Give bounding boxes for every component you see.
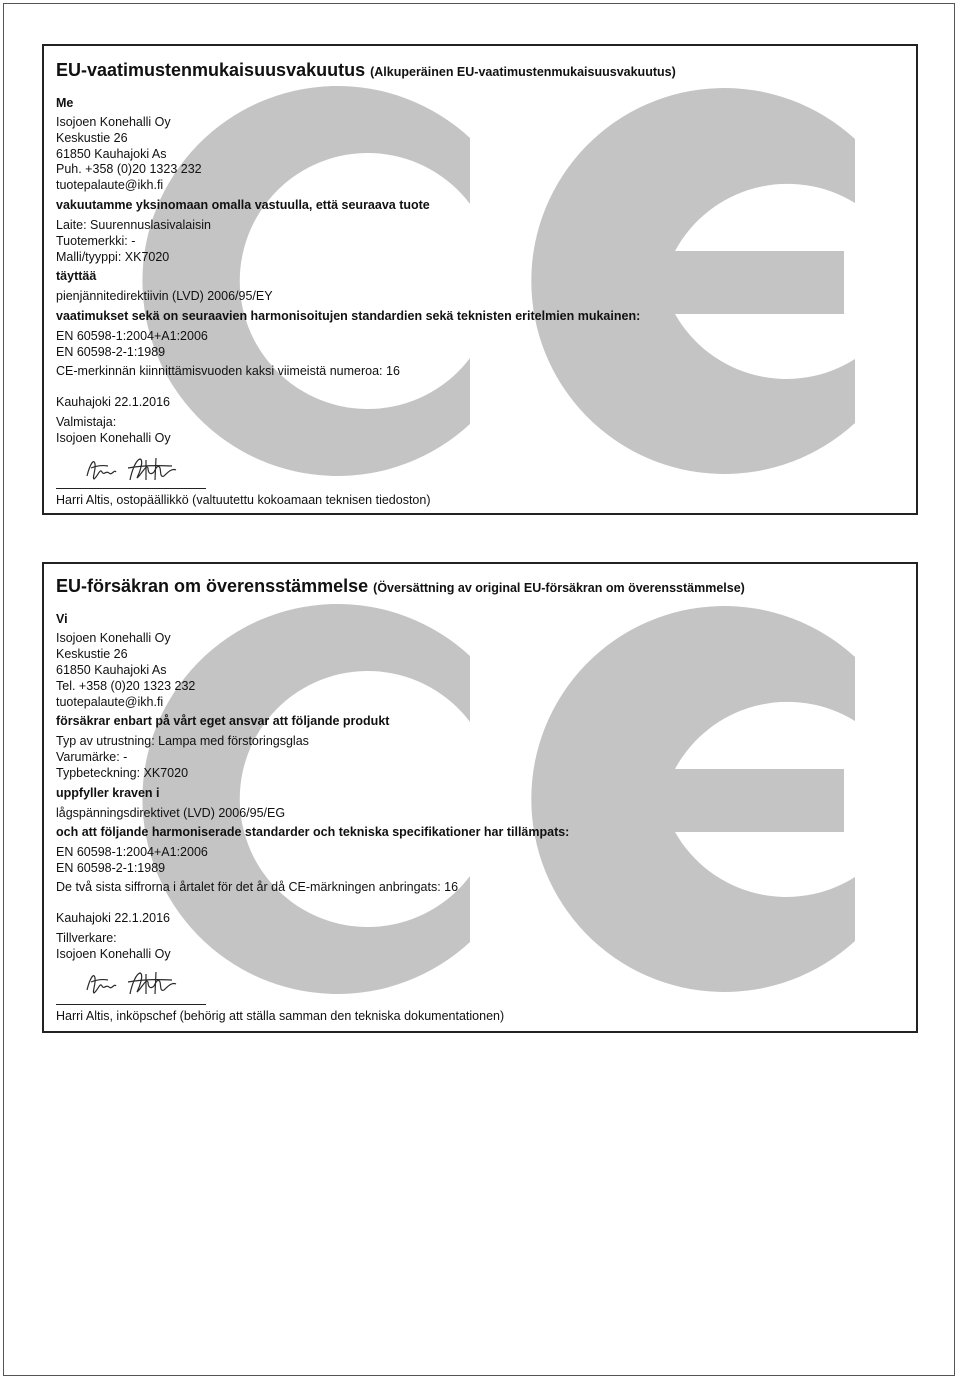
model-type: Typbeteckning: XK7020 bbox=[56, 766, 189, 780]
we-label: Vi bbox=[56, 612, 68, 626]
standard-1: EN 60598-1:2004+A1:2006 bbox=[56, 329, 208, 343]
postal-address: 61850 Kauhajoki As bbox=[56, 663, 167, 677]
brand-name: Tuotemerkki: - bbox=[56, 234, 136, 248]
fulfils-label: täyttää bbox=[56, 269, 97, 283]
declaration-statement: vakuutamme yksinomaan omalla vastuulla, että seuraava tuote bbox=[56, 198, 430, 212]
ce-year-statement: CE-merkinnän kiinnittämisvuoden kaksi viimeistä numeroa: 16 bbox=[56, 364, 400, 378]
declaration-subtitle: (Översättning av original EU-försäkran om överensstämmelse) bbox=[373, 581, 745, 595]
phone-number: Puh. +358 (0)20 1323 232 bbox=[56, 162, 202, 176]
declaration-title: EU-försäkran om överensstämmelse (Översättning av original EU-försäkran om överensstämmelse) bbox=[56, 576, 745, 596]
model-type: Malli/tyyppi: XK7020 bbox=[56, 250, 170, 264]
company-name: Isojoen Konehalli Oy bbox=[56, 115, 171, 129]
company-name: Isojoen Konehalli Oy bbox=[56, 631, 171, 645]
manufacturer-label: Tillverkare: bbox=[56, 931, 117, 945]
signatory-name: Harri Altis, ostopäällikkö (valtuutettu kokoamaan teknisen tiedoston) bbox=[56, 493, 431, 507]
ce-year-statement: De två sista siffrorna i årtalet för det år då CE-märkningen anbringats: 16 bbox=[56, 880, 459, 894]
signatory-name: Harri Altis, inköpschef (behörig att ställa samman den tekniska dokumentationen) bbox=[56, 1009, 505, 1023]
place-date: Kauhajoki 22.1.2016 bbox=[56, 395, 170, 409]
directive-text: lågspänningsdirektivet (LVD) 2006/95/EG bbox=[56, 806, 286, 820]
declaration-subtitle: (Alkuperäinen EU-vaatimustenmukaisuusvakuutus) bbox=[370, 65, 676, 79]
postal-address: 61850 Kauhajoki As bbox=[56, 147, 167, 161]
signature-line bbox=[56, 488, 206, 489]
manufacturer-name: Isojoen Konehalli Oy bbox=[56, 947, 171, 961]
manufacturer-name: Isojoen Konehalli Oy bbox=[56, 431, 171, 445]
manufacturer-label: Valmistaja: bbox=[56, 415, 117, 429]
phone-number: Tel. +358 (0)20 1323 232 bbox=[56, 679, 196, 693]
email-address: tuotepalaute@ikh.fi bbox=[56, 695, 164, 709]
place-date: Kauhajoki 22.1.2016 bbox=[56, 911, 170, 925]
declaration-statement: försäkrar enbart på vårt eget ansvar att följande produkt bbox=[56, 714, 390, 728]
street-address: Keskustie 26 bbox=[56, 647, 128, 661]
we-label: Me bbox=[56, 96, 74, 110]
signature bbox=[82, 454, 182, 484]
directive-text: pienjännitedirektiivin (LVD) 2006/95/EY bbox=[56, 289, 273, 303]
signature bbox=[82, 968, 182, 998]
device-name: Laite: Suurennuslasivalaisin bbox=[56, 218, 211, 232]
standard-1: EN 60598-1:2004+A1:2006 bbox=[56, 845, 208, 859]
brand-name: Varumärke: - bbox=[56, 750, 128, 764]
requirements-statement: vaatimukset sekä on seuraavien harmonisoitujen standardien sekä teknisten eritelmien mukainen: bbox=[56, 309, 641, 323]
standard-2: EN 60598-2-1:1989 bbox=[56, 345, 166, 359]
requirements-statement: och att följande harmoniserade standarder och tekniska specifikationer har tillämpats: bbox=[56, 825, 570, 839]
fulfils-label: uppfyller kraven i bbox=[56, 786, 160, 800]
email-address: tuotepalaute@ikh.fi bbox=[56, 178, 164, 192]
declaration-title: EU-vaatimustenmukaisuusvakuutus (Alkuperäinen EU-vaatimustenmukaisuusvakuutus) bbox=[56, 60, 676, 80]
declaration-finnish bbox=[42, 44, 918, 515]
street-address: Keskustie 26 bbox=[56, 131, 128, 145]
device-name: Typ av utrustning: Lampa med förstoringsglas bbox=[56, 734, 309, 748]
signature-line bbox=[56, 1004, 206, 1005]
standard-2: EN 60598-2-1:1989 bbox=[56, 861, 166, 875]
declaration-swedish bbox=[42, 562, 918, 1033]
